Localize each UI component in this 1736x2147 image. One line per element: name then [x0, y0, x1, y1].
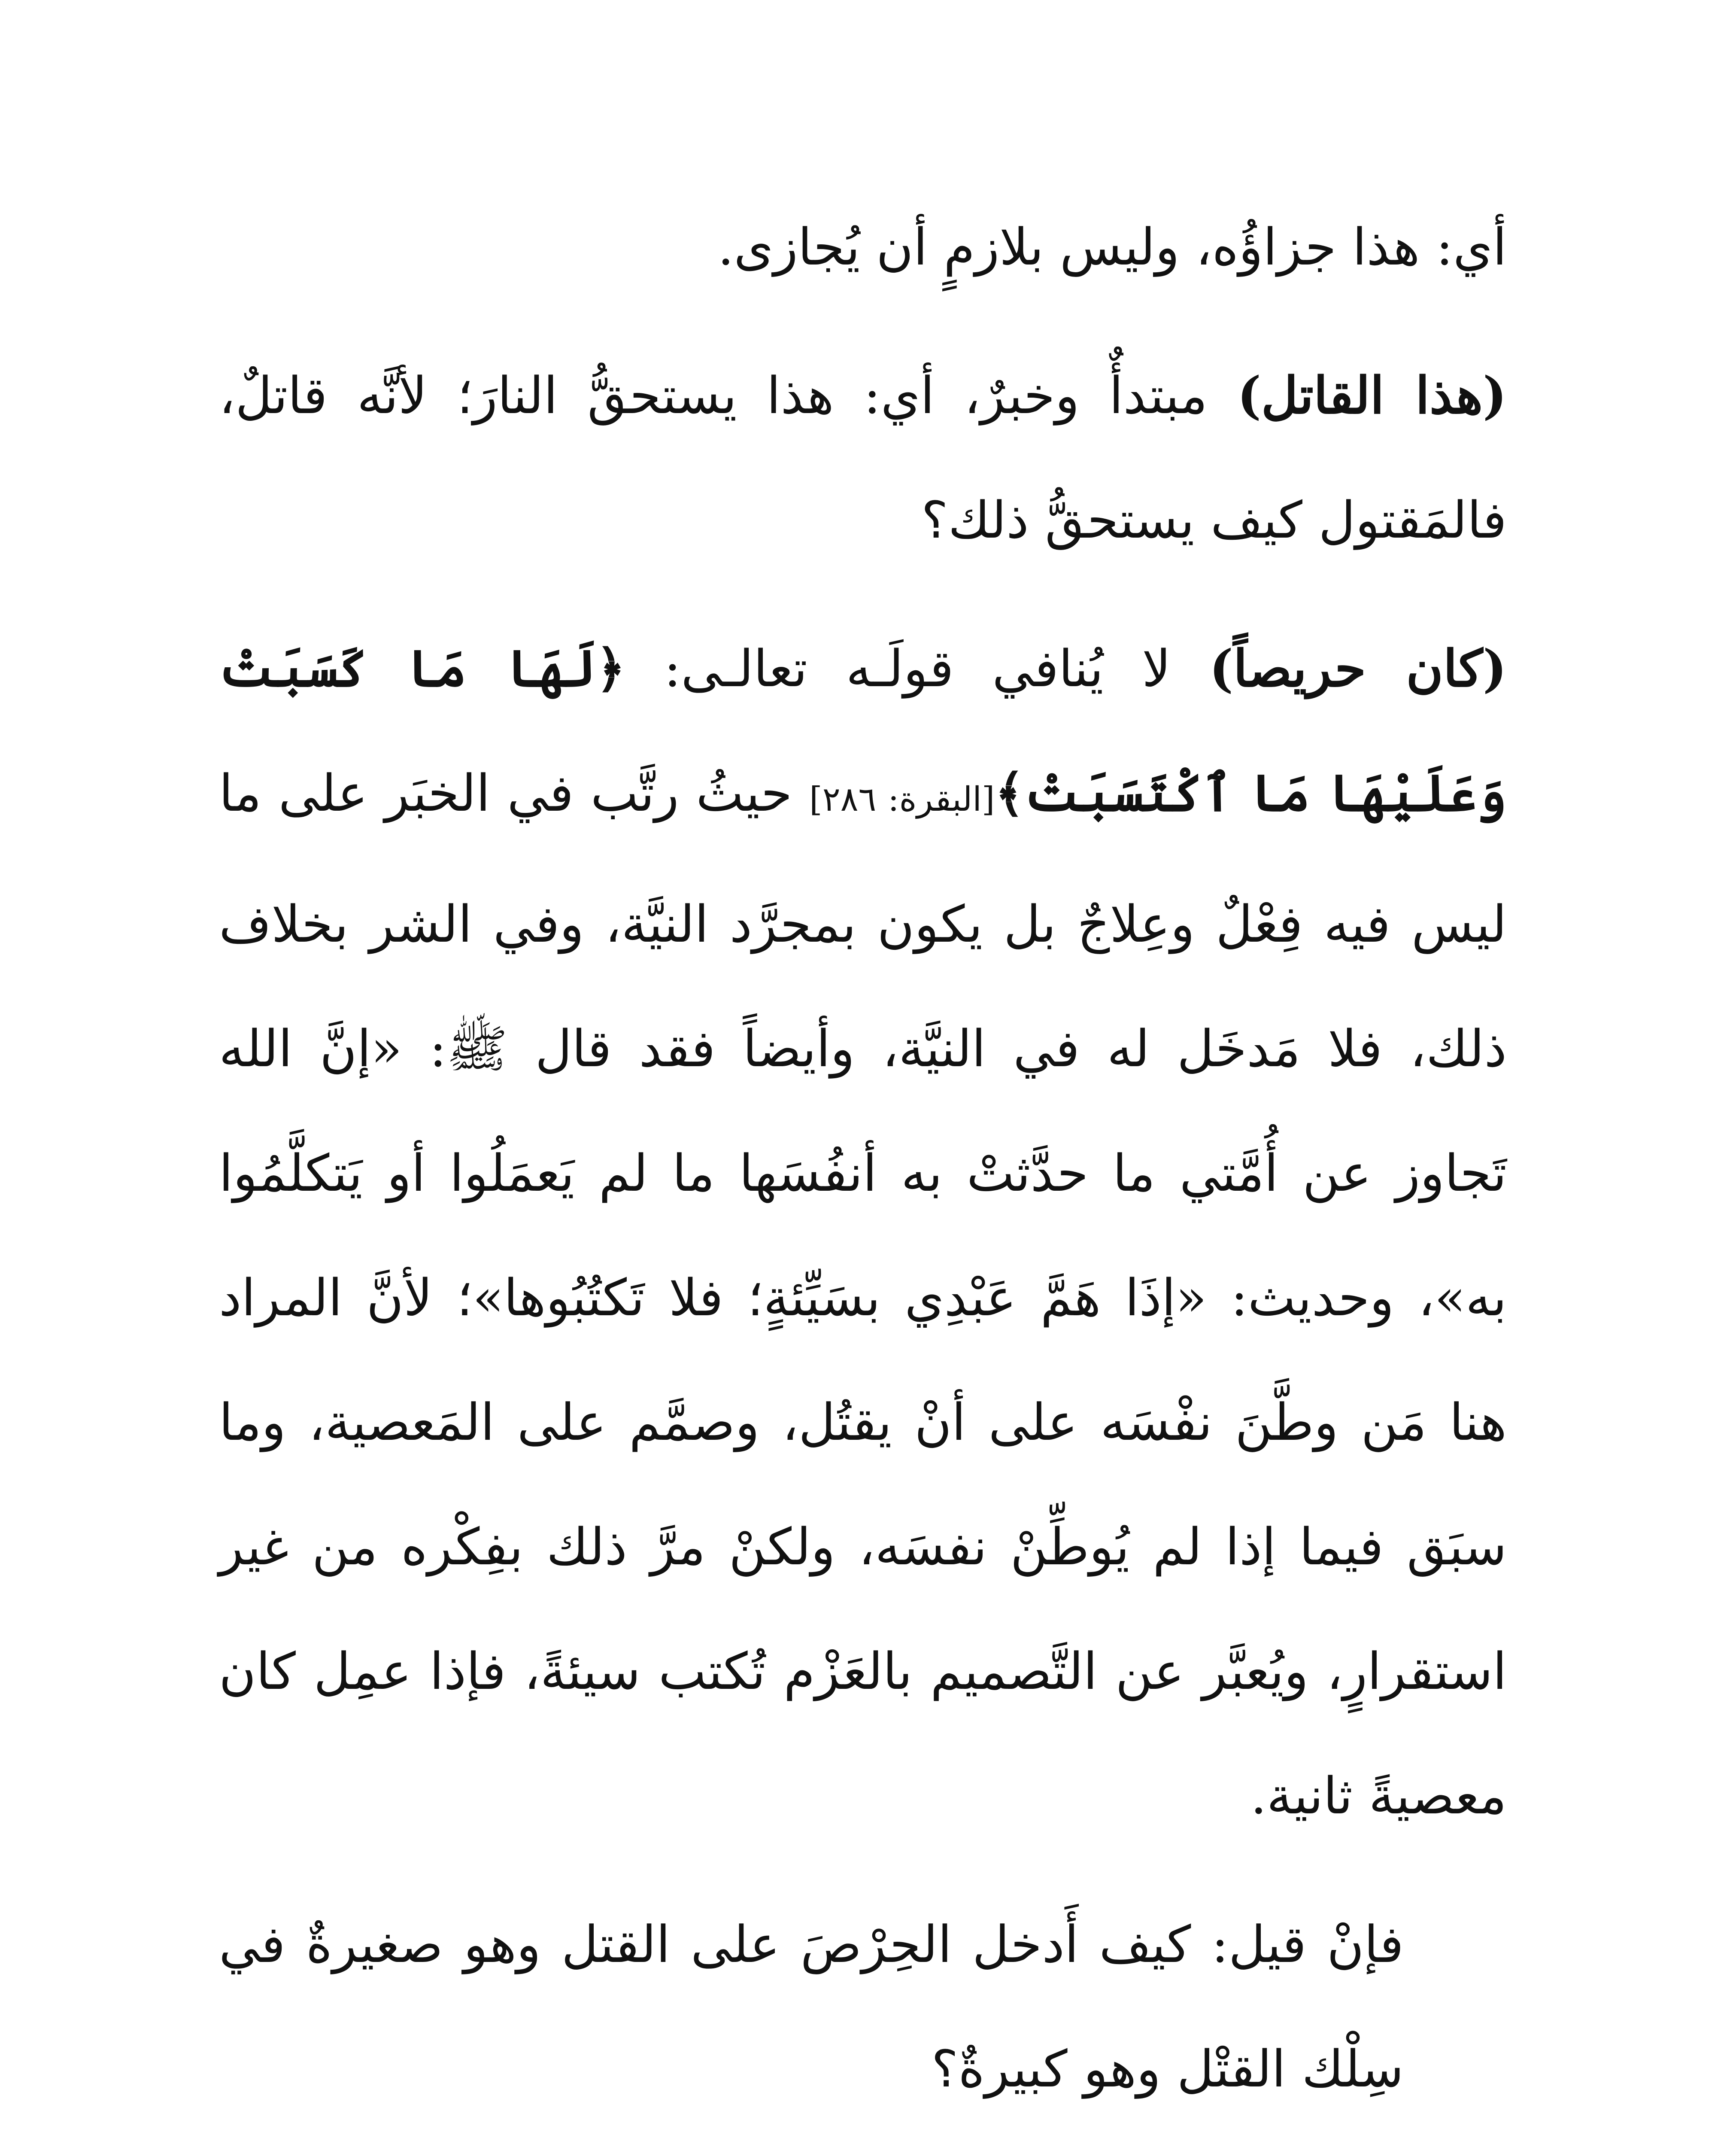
paragraph-2-label: (هذا القاتل) — [1237, 365, 1507, 425]
paragraph-2-text: مبتدأٌ وخبرٌ، أي: هذا يستحقُّ النارَ؛ لأنَّه قاتلٌ، فالمَقتول كيف يستحقُّ ذلك؟ — [219, 366, 1507, 550]
verse-reference-baqarah: [البقرة: ٢٨٦] — [809, 780, 995, 819]
paragraph-2 — [219, 333, 1507, 582]
paragraph-4 — [219, 1882, 1507, 2131]
paragraph-3-text-1: لا يُنافي قولَـه تعالـى: — [625, 639, 1210, 698]
paragraph-1-text: أي: هذا جزاؤُه، وليس بلازمٍ أن يُجازى. — [717, 217, 1507, 277]
paragraph-3-label: (كان حريصاً) — [1209, 639, 1507, 698]
quran-verse-baqarah: ﴿لَهَا مَا كَسَبَتْ وَعَلَيْهَا مَا ٱكْتَسَبَتْ﴾ — [219, 639, 1507, 823]
body-text — [219, 185, 1507, 2147]
paragraph-1 — [219, 185, 1507, 309]
paragraph-3-text-2: حيثُ رتَّب في الخبَر على ما ليس فيه فِعْلٌ وعِلاجٌ بل يكون بمجرَّد النيَّة، وفي الشر بخلاف ذلك، فلا مَدخَل له في النيَّة، وأيضاً فقد قال ﷺ: «إنَّ الله تَجاوز عن أُمَّتي ما حدَّثتْ به أنفُسَها ما لم يَعمَلُوا أو يَتكلَّمُوا به»، وحديث: «إذَا هَمَّ عَبْدِي بسَيِّئةٍ؛ فلا تَكتُبُوها»؛ لأنَّ المراد هنا مَن وطَّنَ نفْسَه على أنْ يقتُل، وصمَّم على المَعصية، وما سبَق فيما إذا لم يُوطِّنْ نفسَه، ولكنْ مرَّ ذلك بفِكْره من غير استقرارٍ، ويُعبَّر عن التَّصميم بالعَزْم تُكتب سيئةً، فإذا عمِل كان معصيةً ثانية. — [219, 763, 1507, 1825]
paragraph-3 — [219, 606, 1507, 1858]
paragraph-4-text: فإنْ قيل: كيف أَدخل الحِرْصَ على القتل وهو صغيرةٌ في سِلْك القتْل وهو كبيرةٌ؟ — [219, 1915, 1404, 2098]
